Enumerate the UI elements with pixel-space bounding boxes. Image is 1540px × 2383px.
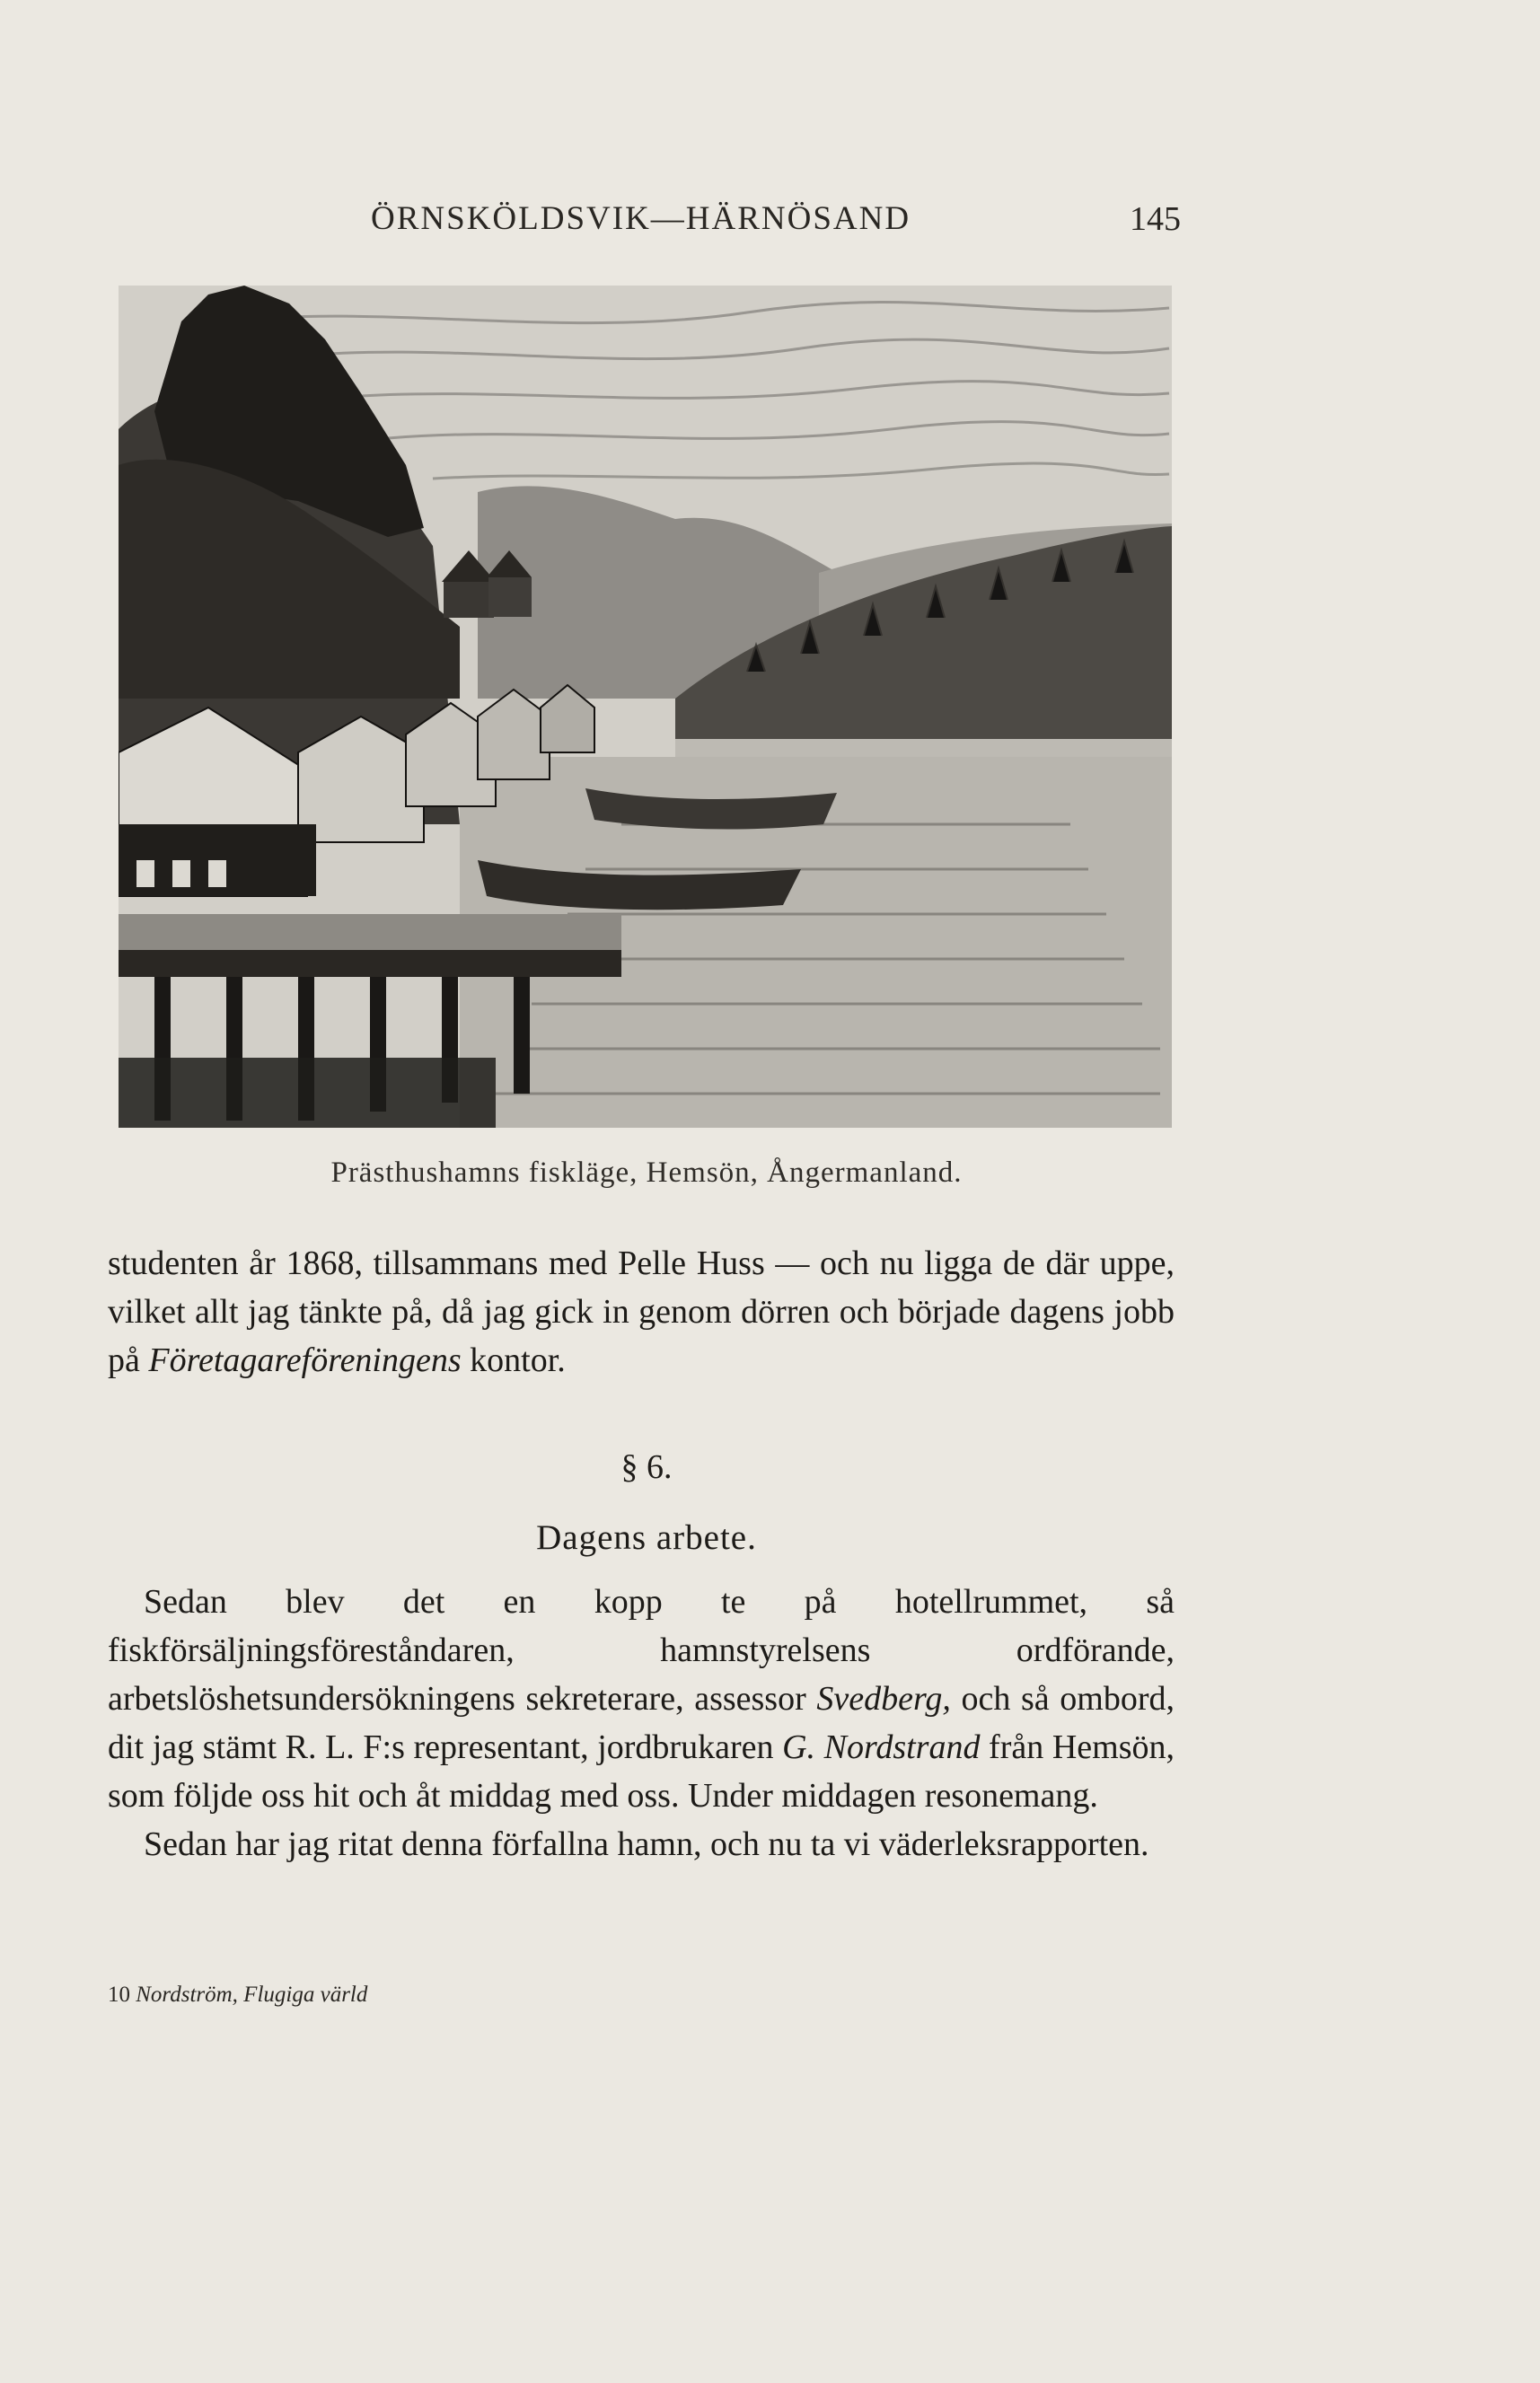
paragraph-2: Sedan har jag ritat denna förfallna hamn, och nu ta vi väderleksrapporten. [144, 1825, 1149, 1863]
harbor-drawing [119, 286, 1172, 1128]
paragraph-1-italic-1: Svedberg, [816, 1680, 951, 1718]
paragraph-1 [108, 1578, 1175, 1820]
figure-caption: Prästhushamns fiskläge, Hemsön, Ångermanland. [330, 1156, 963, 1189]
intro-text-1: studenten år 1868, tillsammans med Pelle Huss — och nu ligga de där uppe, vilket allt jag tänkte på, då jag gick in genom dörren och började dagens jobb på [108, 1244, 1175, 1379]
signature-number: 10 [108, 1983, 130, 2007]
paragraph-1-text-2: och så ombord, dit jag stämt R. L. F:s representant, jordbrukaren [108, 1680, 1175, 1766]
intro-text-2: kontor. [461, 1341, 566, 1379]
paragraph-1-text-3: från Hemsön, som följde oss hit och åt middag med oss. Under middagen resonemang. [108, 1728, 1175, 1815]
main-text [108, 1578, 1175, 1869]
paragraph-1-italic-2: G. Nordstrand [782, 1728, 981, 1766]
paragraph-1-text-1: Sedan blev det en kopp te på hotellrummet, så fiskförsäljningsföreståndaren, hamnstyrelsens ordförande, arbetslöshetsundersökningens sekreterare, assessor [108, 1583, 1175, 1718]
running-title: ÖRNSKÖLDSVIK—HÄRNÖSAND [371, 200, 911, 237]
section-title: Dagens arbete. [536, 1518, 757, 1557]
harbor-illustration [119, 286, 1172, 1128]
printer-signature [108, 1983, 826, 2008]
intro-paragraph [108, 1239, 1175, 1385]
section-number: § 6. [620, 1448, 673, 1486]
running-head [108, 199, 1185, 253]
intro-italic-1: Företagareföreningens [148, 1341, 462, 1379]
page-number: 145 [1130, 200, 1181, 238]
signature-text: Nordström, Flugiga värld [136, 1983, 368, 2007]
